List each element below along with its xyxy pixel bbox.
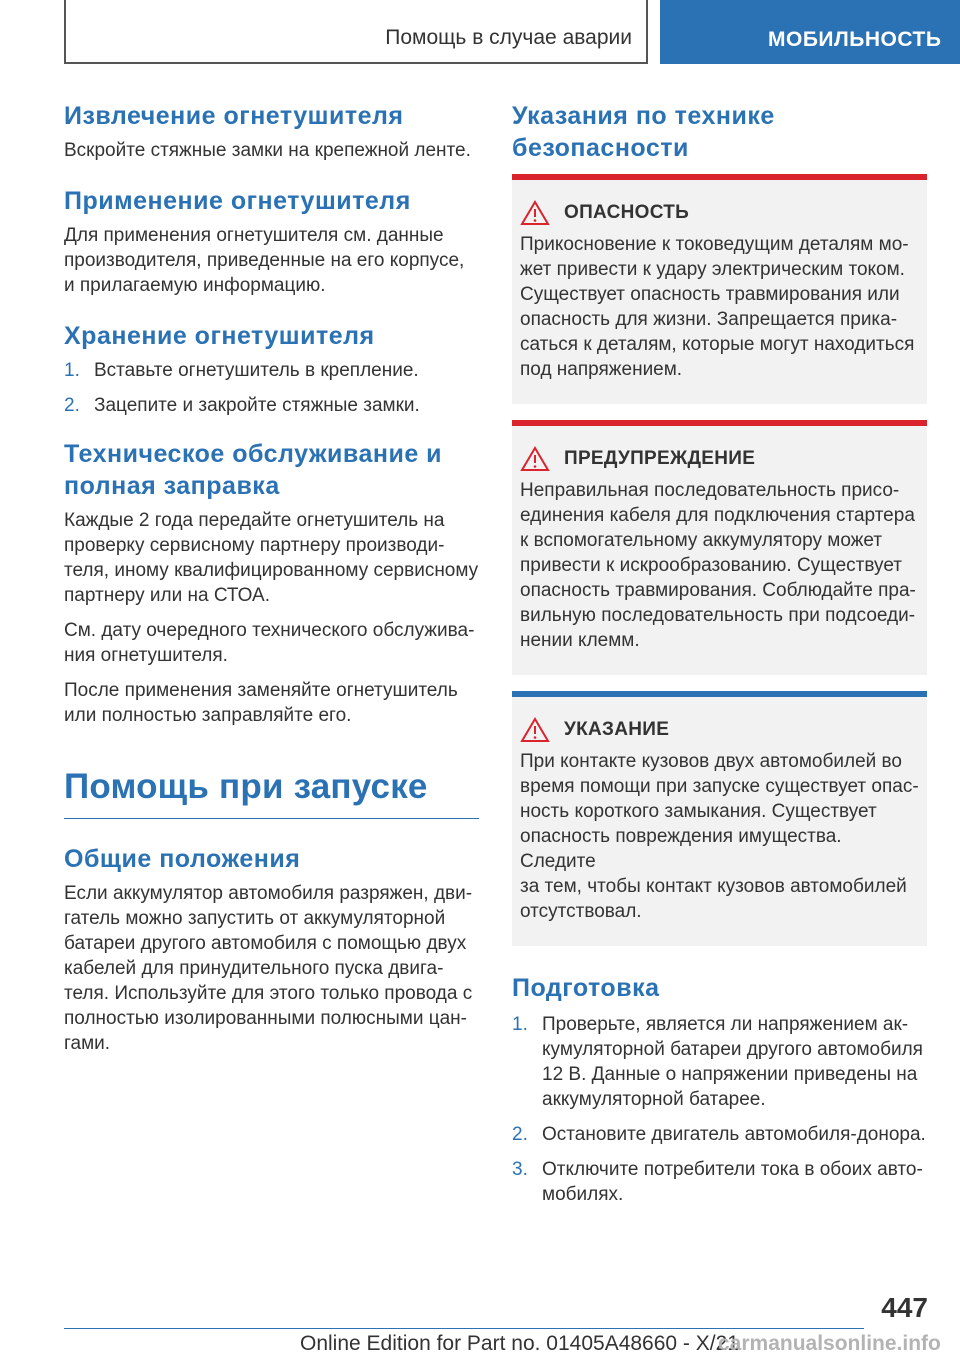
maintenance-paragraph-1: Каждые 2 года передайте огнетушитель на проверку сервисному партнеру производи- теля, иному квалифицированному сервисному партнеру или на СТОА.	[64, 510, 479, 606]
notice-text: При контакте кузовов двух автомобилей во время помощи при запуске существует опас- ность короткого замыкания. Существует опасность повреждения имущества. Следите за тем, чтобы контакт кузовов автомобилей отсутствовал.	[520, 751, 919, 922]
section-title-extract: Извлечение огнетушителя	[64, 102, 404, 130]
watermark: carmanualsonline.info	[718, 1332, 941, 1355]
section-title-storage: Хранение огнетушителя	[64, 322, 375, 350]
section-body-use: Для применения огнетушителя см. данные производителя, приведенные на его корпусе, и прилагаемую информацию.	[64, 225, 465, 296]
section-title-safety: Указания по технике безопасности	[512, 102, 775, 162]
right-column	[512, 100, 927, 1207]
warning-callout	[512, 420, 927, 675]
footer-edition: Online Edition for Part no. 01405A48660 - X/21	[300, 1332, 739, 1355]
warning-triangle-icon	[520, 717, 550, 743]
page-number: 447	[881, 1292, 928, 1323]
list-item: 1. Проверьте, является ли напряжением ак- кумуляторной батареи другого автомобиля 12 В. Данные о напряжении приведены на аккумуляторной батарее.	[512, 1014, 923, 1110]
storage-list	[64, 358, 479, 418]
section-title-maintenance: Техническое обслуживание и полная заправка	[64, 440, 443, 500]
danger-label: ОПАСНОСТЬ	[564, 202, 690, 223]
header-chapter-label: МОБИЛЬНОСТЬ	[768, 28, 942, 51]
warning-triangle-icon	[520, 200, 550, 226]
warning-label: ПРЕДУПРЕЖДЕНИЕ	[564, 448, 756, 469]
section-title-use: Применение огнетушителя	[64, 187, 411, 215]
maintenance-paragraph-2: См. дату очередного технического обслужива- ния огнетушителя.	[64, 620, 475, 666]
section-body-general: Если аккумулятор автомобиля разряжен, дви- гатель можно запустить от аккумуляторной батареи другого автомобиля с помощью двух кабелей для принудительного пуска двига- теля. Используйте для этого только провода с полностью изолированными полюсными цан- гами.	[64, 883, 473, 1054]
preparation-list	[512, 1012, 927, 1207]
notice-callout	[512, 691, 927, 946]
chapter-title-jump-start: Помощь при запуске	[64, 767, 428, 806]
section-body-extract: Вскройте стяжные замки на крепежной ленте.	[64, 140, 471, 161]
list-item: 2. Зацепите и закройте стяжные замки.	[64, 395, 420, 416]
header-section-title: Помощь в случае аварии	[385, 26, 632, 49]
section-title-preparation: Подготовка	[512, 974, 660, 1002]
warning-text: Неправильная последовательность присо- единения кабеля для подключения стартера к вспомогательному аккумулятору может привести к искрообразованию. Существует опасность травмирования. Соблюдайте пра- вильную последовательность при подсоеди- нении клемм.	[520, 480, 916, 651]
list-item: 3. Отключите потребители тока в обоих авто- мобилях.	[512, 1159, 923, 1205]
chapter-title-rule	[64, 818, 479, 819]
header-chapter-tab[interactable]	[660, 0, 960, 64]
header-section-box	[64, 0, 648, 64]
danger-text: Прикосновение к токоведущим деталям мо- жет привести к удару электрическим током. Существует опасность травмирования или опасность для жизни. Запрещается прика- саться к деталям, которые могут находиться под напряжением.	[520, 234, 915, 380]
warning-triangle-icon	[520, 446, 550, 472]
notice-label: УКАЗАНИЕ	[564, 719, 670, 740]
left-column	[64, 100, 479, 1056]
footer-rule	[64, 1328, 864, 1329]
list-item: 2. Остановите двигатель автомобиля-донора.	[512, 1124, 926, 1145]
section-title-general: Общие положения	[64, 845, 301, 873]
danger-callout	[512, 174, 927, 404]
list-item: 1. Вставьте огнетушитель в крепление.	[64, 360, 419, 381]
maintenance-paragraph-3: После применения заменяйте огнетушитель или полностью заправляйте его.	[64, 680, 458, 726]
